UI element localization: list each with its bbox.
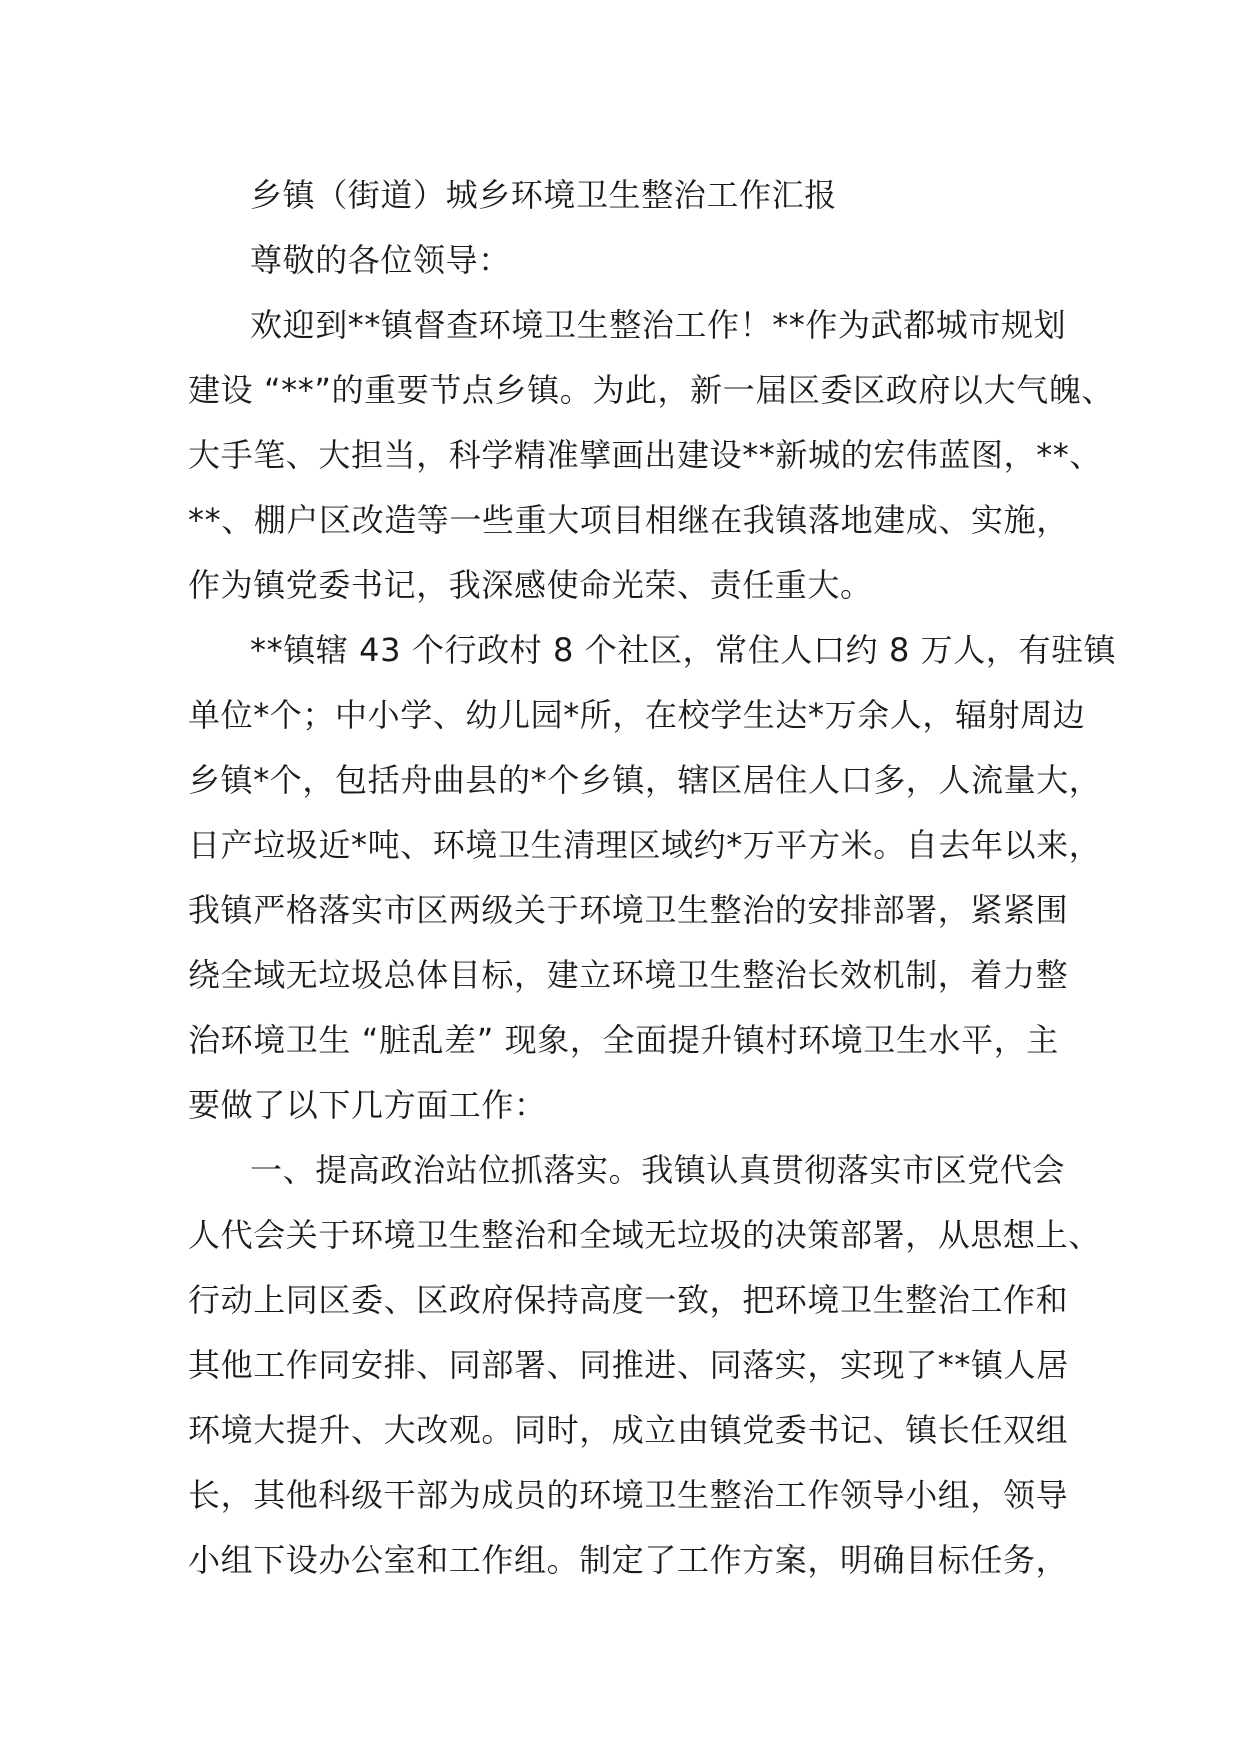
- paragraph-line: 长，其他科级干部为成员的环境卫生整治工作领导小组，领导: [188, 1476, 1069, 1514]
- paragraph-line: 治环境卫生 “脏乱差” 现象，全面提升镇村环境卫生水平，主: [188, 1021, 1059, 1059]
- section-heading-line: 一、提高政治站位抓落实。我镇认真贯彻落实市区党代会: [250, 1151, 1066, 1189]
- paragraph-line: 乡镇*个，包括舟曲县的*个乡镇，辖区居住人口多，人流量大，: [188, 761, 1102, 799]
- paragraph-line: 其他工作同安排、同部署、同推进、同落实，实现了**镇人居: [188, 1346, 1069, 1384]
- paragraph-line: 单位*个；中小学、幼儿园*所，在校学生达*万余人，辐射周边: [188, 696, 1086, 734]
- paragraph-line: 作为镇党委书记，我深感使命光荣、责任重大。: [188, 566, 873, 604]
- document-title: 乡镇（街道）城乡环境卫生整治工作汇报: [250, 176, 837, 214]
- document-body: [188, 163, 1117, 1593]
- paragraph-line: 小组下设办公室和工作组。制定了工作方案，明确目标任务，: [188, 1541, 1069, 1579]
- paragraph-line: 人代会关于环境卫生整治和全域无垃圾的决策部署，从思想上、: [188, 1216, 1101, 1254]
- paragraph-line: 建设 “**”的重要节点乡镇。为此，新一届区委区政府以大气魄、: [188, 371, 1114, 409]
- paragraph-line: **镇辖 43 个行政村 8 个社区，常住人口约 8 万人，有驻镇: [250, 631, 1117, 669]
- paragraph-line: 我镇严格落实市区两级关于环境卫生整治的安排部署，紧紧围: [188, 891, 1069, 929]
- paragraph-line: 要做了以下几方面工作：: [188, 1086, 547, 1124]
- paragraph-line: 欢迎到**镇督查环境卫生整治工作！**作为武都城市规划: [250, 306, 1067, 344]
- paragraph-line: 绕全域无垃圾总体目标，建立环境卫生整治长效机制，着力整: [188, 956, 1069, 994]
- paragraph-line: 环境大提升、大改观。同时，成立由镇党委书记、镇长任双组: [188, 1411, 1069, 1449]
- paragraph-line: 日产垃圾近*吨、环境卫生清理区域约*万平方米。自去年以来，: [188, 826, 1102, 864]
- paragraph-line: **、棚户区改造等一些重大项目相继在我镇落地建成、实施，: [188, 501, 1069, 539]
- paragraph-line: 行动上同区委、区政府保持高度一致，把环境卫生整治工作和: [188, 1281, 1069, 1319]
- salutation: 尊敬的各位领导：: [250, 241, 511, 279]
- paragraph-line: 大手笔、大担当，科学精准擘画出建设**新城的宏伟蓝图，**、: [188, 436, 1103, 474]
